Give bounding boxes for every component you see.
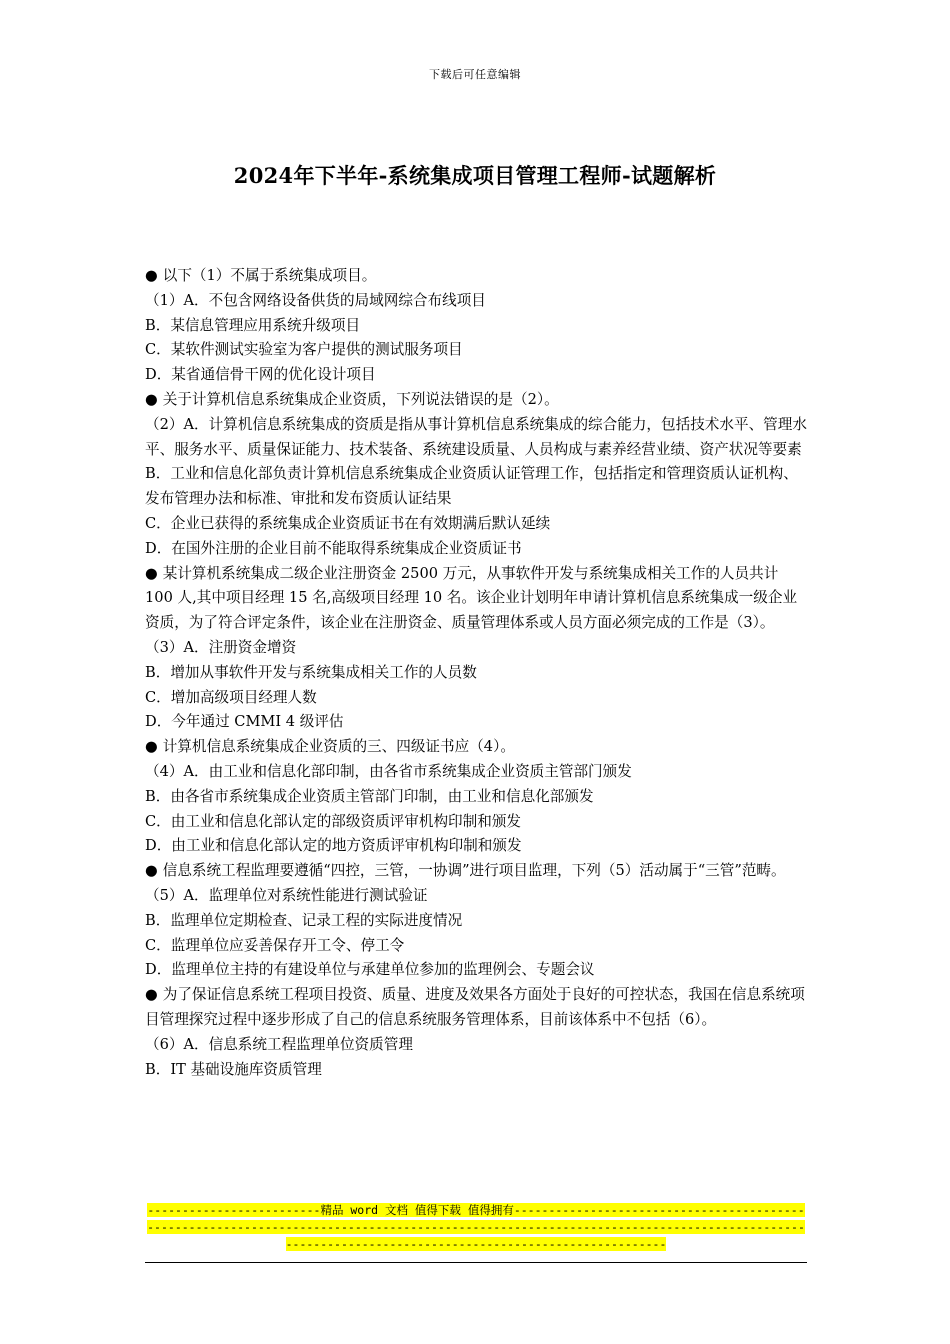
bullet-icon: ● [145,267,158,284]
question-stem [145,735,807,760]
question-stem [145,264,807,289]
answer-option: （4）A．由工业和信息化部印制，由各省市系统集成企业资质主管部门颁发 [145,762,632,780]
question-stem [145,388,807,413]
answer-option: C．增加高级项目经理人数 [145,688,317,706]
question-text: 为了保证信息系统工程项目投资、质量、进度及效果各方面处于良好的可控状态，我国在信息系统项目管理探究过程中逐步形成了自己的信息系统服务管理体系，目前该体系中不包括（6）。 [145,986,805,1028]
question-text: 关于计算机信息系统集成企业资质，下列说法错误的是（2）。 [162,390,559,408]
question-text: 某计算机系统集成二级企业注册资金 2500 万元，从事软件开发与系统集成相关工作的人员共计 100 人,其中项目经理 15 名,高级项目经理 10 名。该企业计划明年申请计算机信息系统集成一级企业资质，为了符合评定条件，该企业在注册资金、质量管理体系或人员方面必须完成的工作是（3）。 [145,564,798,632]
question-text: 信息系统工程监理要遵循“四控，三管，一协调”进行项目监理，下列（5）活动属于“三管”范畴。 [162,862,786,880]
bullet-icon: ● [145,738,158,756]
question-stem [145,983,807,1033]
answer-option: （3）A．注册资金增资 [145,638,297,656]
bullet-icon: ● [145,564,158,582]
footer-banner-text: -------------------------精品 word 文档 值得下载 值得拥有------------------------------------------------------------------------------------------------------------------------------------------------------------------------------------------------ [147,1203,805,1251]
answer-option: D．监理单位主持的有建设单位与承建单位参加的监理例会、专题会议 [145,961,595,979]
answer-option: （2）A．计算机信息系统集成的资质是指从事计算机信息系统集成的综合能力，包括技术水平、管理水平、服务水平、质量保证能力、技术装备、系统建设质量、人员构成与素养经营业绩、资产状况等要素 [145,415,807,458]
answer-option: B．由各省市系统集成企业资质主管部门印制，由工业和信息化部颁发 [145,787,594,805]
answer-option: C．监理单位应妥善保存开工令、停工令 [145,936,405,954]
bullet-icon: ● [145,390,158,408]
answer-option: （5）A．监理单位对系统性能进行测试验证 [145,886,428,904]
answer-option: B．某信息管理应用系统升级项目 [145,316,361,334]
answer-option: B．工业和信息化部负责计算机信息系统集成企业资质认证管理工作，包括指定和管理资质认证机构、发布管理办法和标准、审批和发布资质认证结果 [145,465,798,508]
answer-option: C．某软件测试实验室为客户提供的测试服务项目 [145,341,463,359]
answer-option: B．IT 基础设施库资质管理 [145,1060,322,1078]
answer-option: C．企业已获得的系统集成企业资质证书在有效期满后默认延续 [145,514,551,532]
question-text: 计算机信息系统集成企业资质的三、四级证书应（4）。 [162,738,515,756]
question-stem [145,562,807,636]
answer-option: D．由工业和信息化部认定的地方资质评审机构印制和颁发 [145,837,522,855]
question-list [145,264,807,1082]
footer-banner [145,1202,807,1253]
bullet-icon: ● [145,862,158,880]
answer-option: B．增加从事软件开发与系统集成相关工作的人员数 [145,663,477,681]
footer-rule [145,1262,807,1263]
answer-option: D．某省通信骨干网的优化设计项目 [145,366,376,384]
answer-option: D．在国外注册的企业目前不能取得系统集成企业资质证书 [145,539,522,557]
bullet-icon: ● [145,986,158,1004]
document-title: 2024年下半年-系统集成项目管理工程师-试题解析 [233,163,717,188]
question-text: 以下（1）不属于系统集成项目。 [162,267,377,284]
question-stem [145,859,807,884]
answer-option: （1）A．不包含网络设备供货的局域网综合布线项目 [145,291,486,309]
answer-option: B．监理单位定期检查、记录工程的实际进度情况 [145,911,463,929]
answer-option: （6）A．信息系统工程监理单位资质管理 [145,1035,413,1053]
answer-option: D．今年通过 CMMI 4 级评估 [145,713,344,731]
header-note: 下载后可任意编辑 [429,68,521,81]
answer-option: C．由工业和信息化部认定的部级资质评审机构印制和颁发 [145,812,522,830]
